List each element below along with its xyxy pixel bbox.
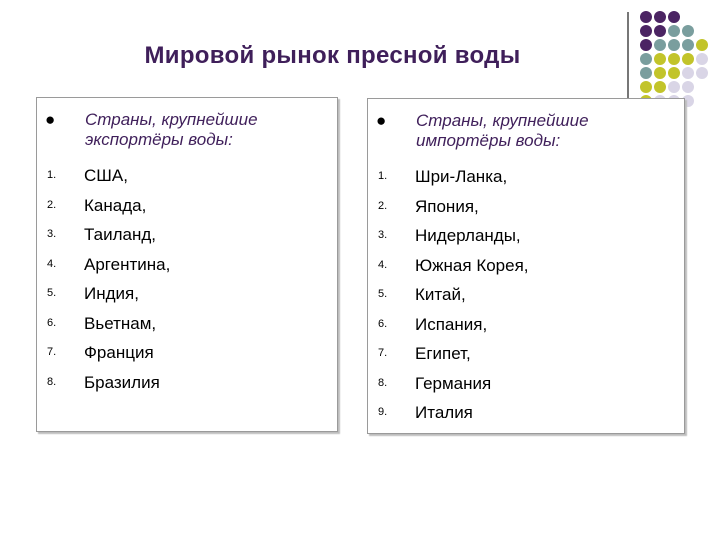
decor-dot (668, 67, 680, 79)
country-name: Вьетнам, (84, 313, 157, 333)
list-number: 3. (47, 228, 57, 240)
decor-dot (640, 53, 652, 65)
list-number: 4. (47, 257, 57, 270)
list-number: 2. (47, 198, 57, 211)
country-name: Франция (84, 343, 154, 362)
country-name: Египет, (415, 344, 471, 363)
country-name: Китай, (415, 285, 466, 304)
list-number: 3. (378, 229, 388, 241)
list-number: 1. (47, 169, 57, 181)
country-name: Германия (415, 373, 492, 393)
country-name: Аргентина, (84, 254, 171, 274)
country-name: Канада, (84, 195, 147, 215)
list-number: 6. (378, 317, 388, 330)
decor-dot (654, 11, 666, 23)
list-number: 4. (378, 258, 388, 271)
country-name: Испания, (415, 314, 488, 334)
country-name: Шри-Ланка, (415, 167, 508, 186)
country-name: Япония, (415, 196, 479, 216)
list-number: 8. (47, 375, 57, 388)
heading-line: Страны, крупнейшие (85, 110, 258, 129)
list-number: 6. (47, 316, 57, 329)
decor-dot (640, 39, 652, 51)
decor-dot (640, 11, 652, 23)
country-name: Южная Корея, (415, 255, 529, 275)
decor-dot (682, 53, 694, 65)
decor-dot (654, 39, 666, 51)
country-name: Италия (415, 403, 473, 422)
importers-panel (367, 98, 685, 434)
list-number: 2. (378, 199, 388, 212)
importers-heading (416, 111, 676, 151)
decor-dot (640, 67, 652, 79)
country-name: Нидерланды, (415, 226, 521, 245)
round-bullet-icon: ● (45, 110, 56, 129)
list-number: 1. (378, 170, 388, 182)
decor-dot (668, 81, 680, 93)
decor-dot (696, 67, 708, 79)
decor-dot (682, 67, 694, 79)
decor-dot (682, 81, 694, 93)
round-bullet-icon: ● (376, 111, 387, 130)
decor-dot (668, 25, 680, 37)
decor-dot (654, 67, 666, 79)
list-number: 5. (47, 287, 57, 299)
decor-dot (640, 81, 652, 93)
heading-line: импортёры воды: (416, 131, 561, 150)
decor-dot (696, 53, 708, 65)
list-number: 7. (47, 346, 57, 358)
decor-dot (682, 39, 694, 51)
country-name: Бразилия (84, 372, 160, 392)
exporters-heading (85, 110, 329, 150)
heading-line: экспортёры воды: (85, 130, 233, 149)
decor-dot (668, 11, 680, 23)
decor-dot (668, 39, 680, 51)
decor-dot (668, 53, 680, 65)
slide-title: Мировой рынок пресной воды (144, 42, 521, 69)
decor-dot (654, 53, 666, 65)
country-name: США, (84, 166, 128, 185)
list-number: 8. (378, 376, 388, 389)
list-number: 9. (378, 406, 388, 418)
decor-dot (696, 39, 708, 51)
country-name: Таиланд, (84, 225, 156, 244)
list-number: 7. (378, 347, 388, 359)
decor-dot (640, 25, 652, 37)
decor-dot (654, 25, 666, 37)
heading-line: Страны, крупнейшие (416, 111, 589, 130)
country-name: Индия, (84, 284, 139, 303)
list-number: 5. (378, 288, 388, 300)
decor-dot (654, 81, 666, 93)
exporters-panel (36, 97, 338, 432)
decor-dot (682, 25, 694, 37)
